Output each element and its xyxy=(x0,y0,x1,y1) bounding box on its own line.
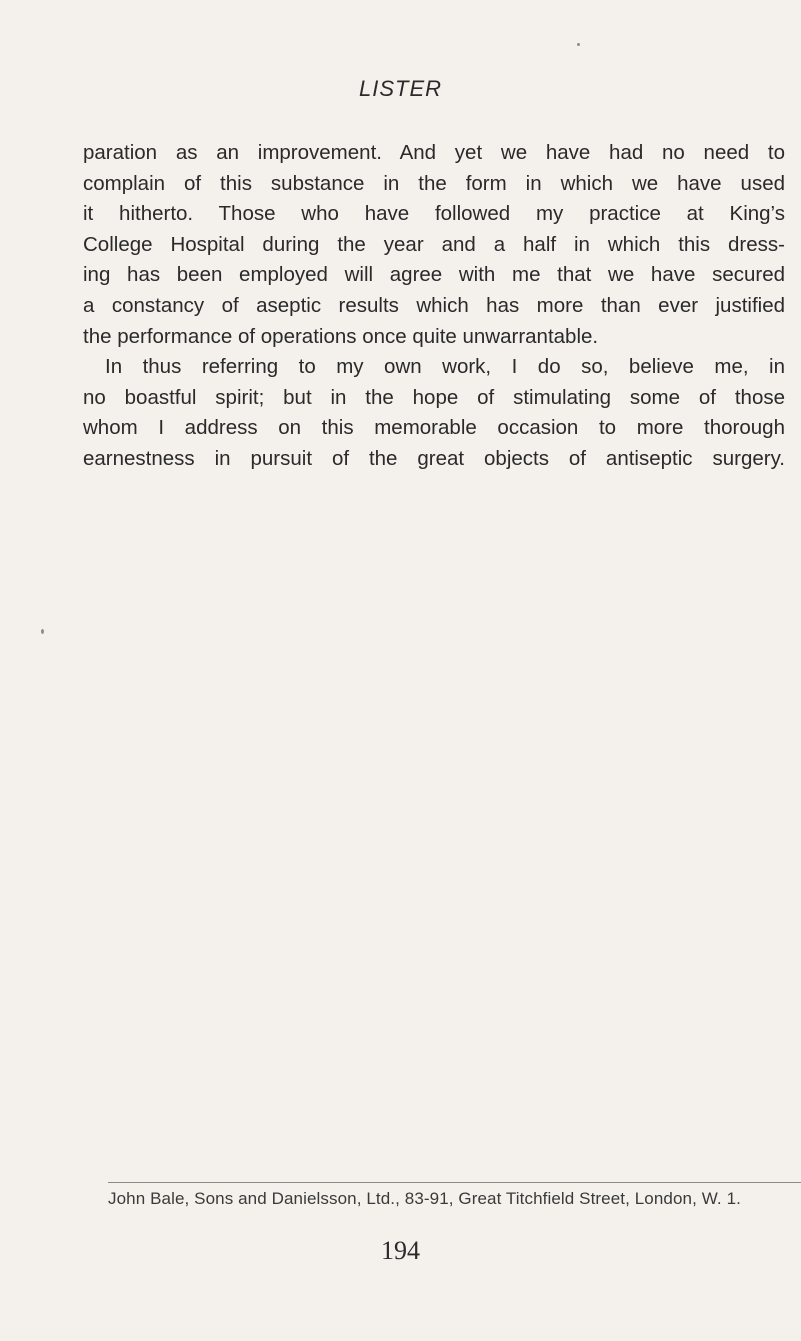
text-line: College Hospital during the year and a half in which this dress- xyxy=(83,232,785,256)
text-line: complain of this substance in the form in which we have used xyxy=(83,171,785,195)
text-line: In thus referring to my own work, I do so, believe me, in xyxy=(105,355,785,379)
text-line: ing has been employed will agree with me that we have secured xyxy=(83,263,785,287)
running-head: LISTER xyxy=(358,76,443,101)
paragraph-1 xyxy=(83,138,785,352)
text-line: a constancy of aseptic results which has more than ever justified xyxy=(83,293,785,317)
paragraph-2 xyxy=(83,352,785,474)
text-line: earnestness in pursuit of the great objects of antiseptic surgery. xyxy=(83,446,785,470)
text-line: the performance of operations once quite unwarrantable. xyxy=(83,324,599,348)
body-text xyxy=(83,138,785,475)
text-line: no boastful spirit; but in the hope of stimulating some of those xyxy=(83,385,785,409)
text-line: whom I address on this memorable occasion to more thorough xyxy=(83,416,785,440)
text-line: it hitherto. Those who have followed my practice at King’s xyxy=(83,202,785,226)
paper-speck xyxy=(41,629,44,634)
printer-imprint: John Bale, Sons and Danielsson, Ltd., 83-91, Great Titchfield Street, London, W. 1. xyxy=(108,1189,741,1208)
imprint-rule xyxy=(108,1182,801,1183)
text-line: paration as an improvement. And yet we have had no need to xyxy=(83,141,785,164)
page-number: 194 xyxy=(381,1236,420,1265)
paper-speck xyxy=(577,43,580,46)
